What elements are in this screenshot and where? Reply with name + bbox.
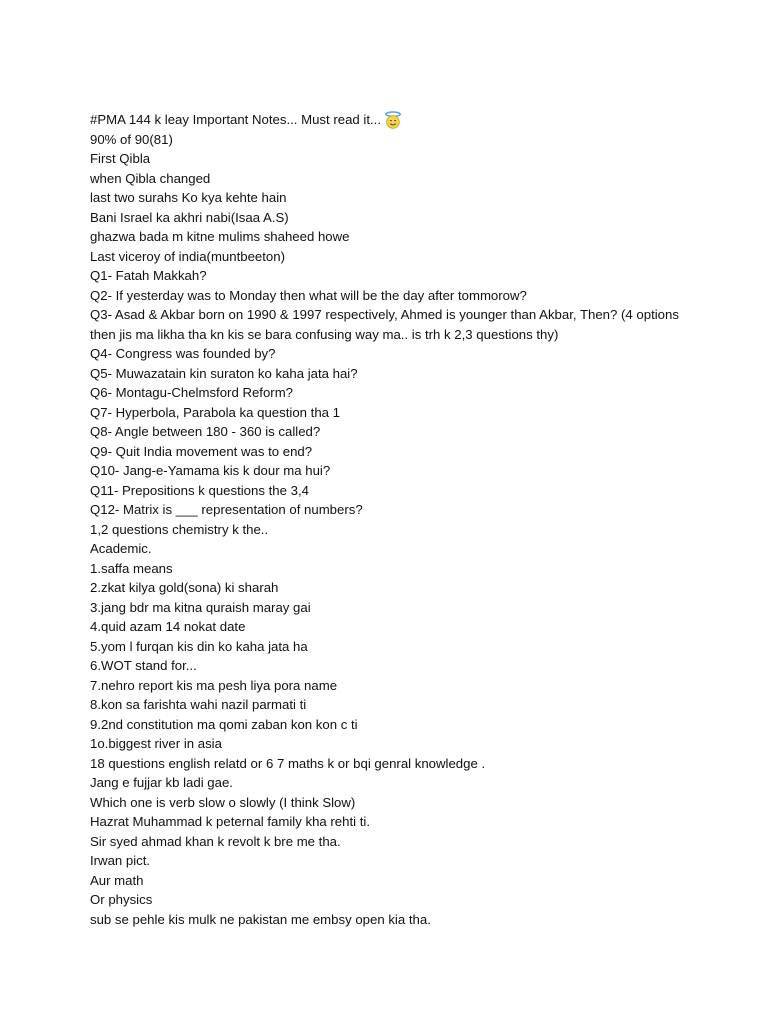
note-line: Q10- Jang-e-Yamama kis k dour ma hui? xyxy=(90,463,331,478)
note-line: Q3- Asad & Akbar born on 1990 & 1997 respectively, Ahmed is younger than Akbar, Then? (4 options then jis ma likha tha kn kis se bara confusing way ma.. is trh k 2,3 questions thy) xyxy=(90,307,679,342)
note-line: Which one is verb slow o slowly (I think Slow) xyxy=(90,794,356,810)
note-line: 4.quid azam 14 nokat date xyxy=(90,619,246,634)
note-line: Academic. xyxy=(90,541,152,556)
note-line: 18 questions english relatd or 6 7 maths k or bqi genral knowledge . xyxy=(90,755,486,771)
note-line: 1,2 questions chemistry k the.. xyxy=(90,521,269,537)
note-line: Q8- Angle between 180 - 360 is called? xyxy=(90,424,321,439)
note-line: ghazwa bada m kitne mulims shaheed howe xyxy=(90,229,350,244)
note-line: Sir syed ahmad khan k revolt k bre me tha. xyxy=(90,833,341,849)
note-line: 2.zkat kilya gold(sona) ki sharah xyxy=(90,580,279,595)
note-line: Irwan pict. xyxy=(90,853,151,868)
note-line: Bani Israel ka akhri nabi(Isaa A.S) xyxy=(90,209,289,225)
note-line: Q1- Fatah Makkah? xyxy=(90,268,207,283)
note-line: Q9- Quit India movement was to end? xyxy=(90,443,313,459)
note-line: Hazrat Muhammad k peternal family kha rehti ti. xyxy=(90,814,370,829)
note-line: Q4- Congress was founded by? xyxy=(90,346,276,361)
note-line: 6.WOT stand for... xyxy=(90,658,197,673)
note-line: Aur math xyxy=(90,872,144,888)
notes-title-row xyxy=(90,110,690,130)
note-line: 1o.biggest river in asia xyxy=(90,736,222,751)
note-line: 90% of 90(81) xyxy=(90,131,173,147)
note-line: Q12- Matrix is ___ representation of numbers? xyxy=(90,502,363,517)
note-line: Or physics xyxy=(90,892,153,907)
notes-title: #PMA 144 k leay Important Notes... Must read it... xyxy=(90,112,381,127)
smiling-face-with-halo-icon xyxy=(383,111,403,129)
note-line: First Qibla xyxy=(90,151,151,166)
note-line: Q6- Montagu-Chelmsford Reform? xyxy=(90,385,294,400)
note-line: Last viceroy of india(muntbeeton) xyxy=(90,248,285,264)
note-line: 5.yom l furqan kis din ko kaha jata ha xyxy=(90,638,308,654)
note-line: 9.2nd constitution ma qomi zaban kon kon c ti xyxy=(90,716,358,732)
note-line: 8.kon sa farishta wahi nazil parmati ti xyxy=(90,697,307,712)
note-line: last two surahs Ko kya kehte hain xyxy=(90,190,287,205)
note-line: 1.saffa means xyxy=(90,560,173,576)
note-line: 3.jang bdr ma kitna quraish maray gai xyxy=(90,599,311,615)
note-line: 7.nehro report kis ma pesh liya pora name xyxy=(90,677,338,693)
note-line: Q11- Prepositions k questions the 3,4 xyxy=(90,482,309,498)
note-line: sub se pehle kis mulk ne pakistan me embsy open kia tha. xyxy=(90,911,431,927)
note-line: Q2- If yesterday was to Monday then what will be the day after tommorow? xyxy=(90,287,527,303)
note-line: when Qibla changed xyxy=(90,170,211,186)
note-line: Q7- Hyperbola, Parabola ka question tha 1 xyxy=(90,404,340,420)
notes-document xyxy=(90,110,690,929)
note-line: Jang e fujjar kb ladi gae. xyxy=(90,775,233,790)
note-line: Q5- Muwazatain kin suraton ko kaha jata hai? xyxy=(90,365,358,381)
